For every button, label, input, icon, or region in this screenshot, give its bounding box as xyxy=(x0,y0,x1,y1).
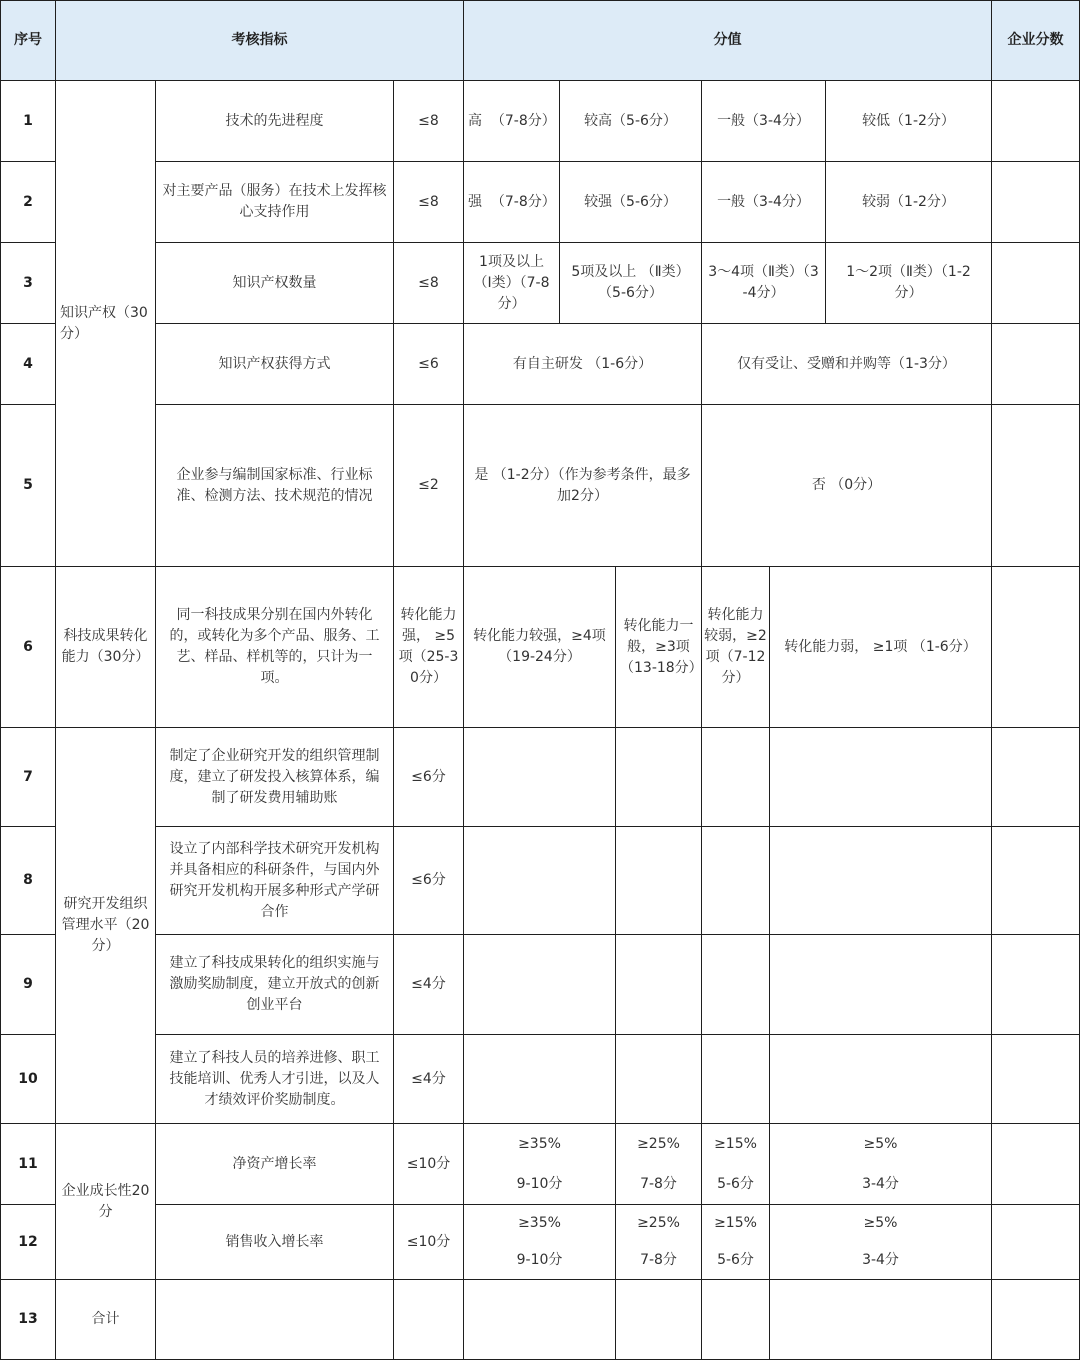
company-score-cell[interactable] xyxy=(992,1124,1080,1205)
indicator-cell: 知识产权获得方式 xyxy=(156,324,394,405)
row-number: 4 xyxy=(0,324,56,405)
growth-level-cell xyxy=(464,1124,616,1205)
level-cell: 较弱（1-2分） xyxy=(826,162,992,243)
category-ip: 知识产权（30分） xyxy=(56,81,156,567)
indicator-cell: 同一科技成果分别在国内外转化的，或转化为多个产品、服务、工艺、样品、样机等的，只计为一项。 xyxy=(156,567,394,728)
company-score-cell[interactable] xyxy=(992,728,1080,827)
empty-cell xyxy=(770,1035,992,1124)
max-score-cell: ≤8 xyxy=(394,162,464,243)
growth-rate: ≥25% xyxy=(637,1215,680,1231)
empty-cell xyxy=(156,1280,394,1360)
company-score-cell[interactable] xyxy=(992,81,1080,162)
empty-cell xyxy=(616,1035,702,1124)
max-score-cell: ≤4分 xyxy=(394,1035,464,1124)
row-number: 12 xyxy=(0,1205,56,1280)
header-indicator: 考核指标 xyxy=(56,0,464,81)
level-cell: 一般（3-4分） xyxy=(702,162,826,243)
empty-cell xyxy=(464,827,616,935)
row-number: 6 xyxy=(0,567,56,728)
level-cell: 仅有受让、受赠和并购等（1-3分） xyxy=(702,324,992,405)
max-score-cell: ≤8 xyxy=(394,243,464,324)
row-number: 7 xyxy=(0,728,56,827)
row-number: 10 xyxy=(0,1035,56,1124)
growth-level-cell xyxy=(702,1205,770,1280)
indicator-cell: 销售收入增长率 xyxy=(156,1205,394,1280)
growth-score: 9-10分 xyxy=(516,1175,563,1192)
growth-level-cell xyxy=(616,1205,702,1280)
company-score-cell[interactable] xyxy=(992,162,1080,243)
row-number: 13 xyxy=(0,1280,56,1360)
growth-score: 7-8分 xyxy=(640,1252,677,1268)
row-number: 2 xyxy=(0,162,56,243)
empty-cell xyxy=(616,728,702,827)
header-score: 分值 xyxy=(464,0,992,81)
row-number: 11 xyxy=(0,1124,56,1205)
indicator-cell: 知识产权数量 xyxy=(156,243,394,324)
company-score-cell[interactable] xyxy=(992,935,1080,1035)
total-score-cell[interactable] xyxy=(992,1280,1080,1360)
growth-rate: ≥35% xyxy=(518,1135,561,1152)
indicator-cell: 技术的先进程度 xyxy=(156,81,394,162)
growth-score: 5-6分 xyxy=(717,1175,754,1192)
growth-rate: ≥15% xyxy=(714,1135,757,1152)
growth-score: 7-8分 xyxy=(640,1175,677,1192)
growth-rate: ≥25% xyxy=(637,1135,680,1152)
max-score-cell: ≤6分 xyxy=(394,728,464,827)
category-transform: 科技成果转化能力（30分） xyxy=(56,567,156,728)
row-number: 1 xyxy=(0,81,56,162)
growth-rate: ≥5% xyxy=(863,1135,898,1152)
max-score-cell: ≤6分 xyxy=(394,827,464,935)
indicator-cell: 制定了企业研究开发的组织管理制度，建立了研发投入核算体系，编制了研发费用辅助账 xyxy=(156,728,394,827)
empty-cell xyxy=(770,935,992,1035)
level-cell: 强 （7-8分） xyxy=(464,162,560,243)
growth-level-cell xyxy=(770,1205,992,1280)
empty-cell xyxy=(702,728,770,827)
company-score-cell[interactable] xyxy=(992,243,1080,324)
category-rd: 研究开发组织管理水平（20分） xyxy=(56,728,156,1124)
indicator-cell: 设立了内部科学技术研究开发机构并具备相应的科研条件，与国内外研究开发机构开展多种形式产学研合作 xyxy=(156,827,394,935)
growth-score: 3-4分 xyxy=(862,1175,899,1192)
company-score-cell[interactable] xyxy=(992,1205,1080,1280)
max-score-cell: ≤10分 xyxy=(394,1124,464,1205)
level-cell: 转化能力弱， ≥1项 （1-6分） xyxy=(770,567,992,728)
empty-cell xyxy=(464,935,616,1035)
empty-cell xyxy=(702,935,770,1035)
empty-cell xyxy=(616,935,702,1035)
empty-cell xyxy=(770,1280,992,1360)
empty-cell xyxy=(464,1035,616,1124)
level-cell: 转化能力较弱，≥2项（7-12分） xyxy=(702,567,770,728)
row-number: 8 xyxy=(0,827,56,935)
empty-cell xyxy=(702,827,770,935)
category-total: 合计 xyxy=(56,1280,156,1360)
level-cell: 较低（1-2分） xyxy=(826,81,992,162)
indicator-cell: 建立了科技成果转化的组织实施与激励奖励制度，建立开放式的创新创业平台 xyxy=(156,935,394,1035)
company-score-cell[interactable] xyxy=(992,405,1080,567)
max-score-cell: ≤8 xyxy=(394,81,464,162)
empty-cell xyxy=(464,728,616,827)
company-score-cell[interactable] xyxy=(992,1035,1080,1124)
empty-cell xyxy=(464,1280,616,1360)
empty-cell xyxy=(616,1280,702,1360)
max-score-cell: ≤2 xyxy=(394,405,464,567)
growth-level-cell xyxy=(702,1124,770,1205)
empty-cell xyxy=(702,1035,770,1124)
level-cell: 3～4项（Ⅱ类）（3-4分） xyxy=(702,243,826,324)
header-no: 序号 xyxy=(0,0,56,81)
indicator-cell: 建立了科技人员的培养进修、职工技能培训、优秀人才引进，以及人才绩效评价奖励制度。 xyxy=(156,1035,394,1124)
max-score-cell: 转化能力强， ≥5项（25-30分） xyxy=(394,567,464,728)
level-cell: 转化能力较强，≥4项（19-24分） xyxy=(464,567,616,728)
level-cell: 较高（5-6分） xyxy=(560,81,702,162)
growth-rate: ≥15% xyxy=(714,1215,757,1231)
level-cell: 5项及以上 （Ⅱ类）（5-6分） xyxy=(560,243,702,324)
growth-score: 3-4分 xyxy=(862,1252,899,1268)
growth-level-cell xyxy=(464,1205,616,1280)
max-score-cell: ≤10分 xyxy=(394,1205,464,1280)
level-cell: 1项及以上（Ⅰ类）（7-8分） xyxy=(464,243,560,324)
max-score-cell: ≤6 xyxy=(394,324,464,405)
growth-level-cell xyxy=(770,1124,992,1205)
level-cell: 高 （7-8分） xyxy=(464,81,560,162)
empty-cell xyxy=(394,1280,464,1360)
category-growth: 企业成长性20分 xyxy=(56,1124,156,1280)
growth-rate: ≥35% xyxy=(518,1215,561,1231)
indicator-cell: 企业参与编制国家标准、行业标准、检测方法、技术规范的情况 xyxy=(156,405,394,567)
company-score-cell[interactable] xyxy=(992,567,1080,728)
growth-level-cell xyxy=(616,1124,702,1205)
indicator-cell: 净资产增长率 xyxy=(156,1124,394,1205)
growth-rate: ≥5% xyxy=(863,1215,898,1231)
growth-score: 5-6分 xyxy=(717,1252,754,1268)
level-cell: 1～2项（Ⅱ类）（1-2分） xyxy=(826,243,992,324)
max-score-cell: ≤4分 xyxy=(394,935,464,1035)
level-cell: 转化能力一般，≥3项（13-18分） xyxy=(616,567,702,728)
level-cell: 有自主研发 （1-6分） xyxy=(464,324,702,405)
empty-cell xyxy=(770,827,992,935)
growth-score: 9-10分 xyxy=(516,1252,563,1268)
company-score-cell[interactable] xyxy=(992,324,1080,405)
level-cell: 较强（5-6分） xyxy=(560,162,702,243)
empty-cell xyxy=(616,827,702,935)
empty-cell xyxy=(702,1280,770,1360)
level-cell: 否 （0分） xyxy=(702,405,992,567)
row-number: 9 xyxy=(0,935,56,1035)
company-score-cell[interactable] xyxy=(992,827,1080,935)
level-cell: 一般（3-4分） xyxy=(702,81,826,162)
level-cell: 是 （1-2分）（作为参考条件，最多加2分） xyxy=(464,405,702,567)
empty-cell xyxy=(770,728,992,827)
indicator-cell: 对主要产品（服务）在技术上发挥核心支持作用 xyxy=(156,162,394,243)
row-number: 5 xyxy=(0,405,56,567)
row-number: 3 xyxy=(0,243,56,324)
header-company-score: 企业分数 xyxy=(992,0,1080,81)
